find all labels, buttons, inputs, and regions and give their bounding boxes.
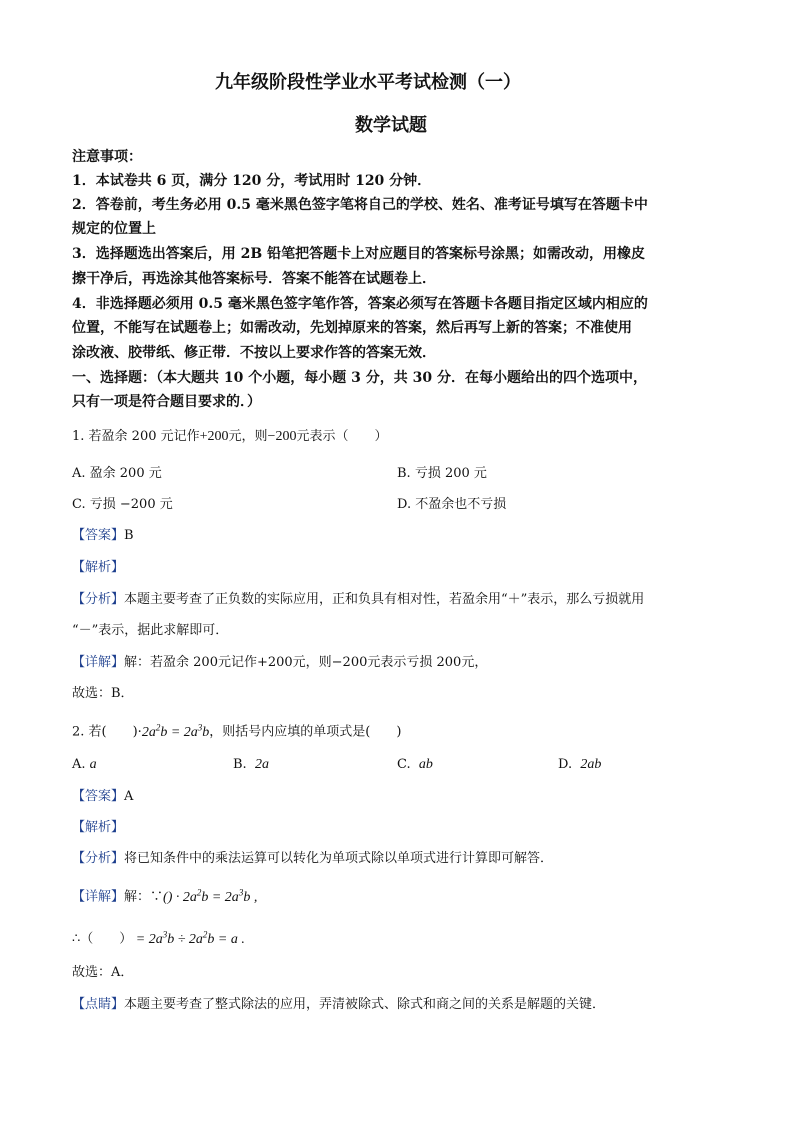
- q1-choose: 故选：B．: [72, 686, 134, 701]
- section-heading: 一、选择题：（本大题共 10 个小题，每小题 3 分，共 30 分．在每小题给出的四个选项中，: [72, 370, 647, 386]
- notice-item: 位置，不能写在试题卷上；如需改动，先划掉原来的答案，然后再写上新的答案；不准使用: [72, 320, 632, 336]
- notice-item: 3．选择题选出答案后，用 2B 铅笔把答题卡上对应题目的答案标号涂黑；如需改动，用橡皮: [72, 246, 646, 262]
- q1-plus-value: +200: [199, 429, 229, 444]
- q1-answer: [72, 529, 134, 542]
- q2-option-c: [397, 758, 433, 772]
- q2-stem-text: 2. 若( )·: [72, 724, 142, 740]
- fenxi-tag: 【分析】: [72, 592, 125, 607]
- answer-tag: 【答案】: [72, 528, 125, 543]
- detail-text: 解：若盈余 200元记作+200元，则−200元表示亏损 200元，: [124, 655, 488, 670]
- q2-dianjing: [72, 998, 605, 1011]
- page-title: 九年级阶段性学业水平考试检测（一）: [215, 72, 521, 93]
- dianjing-text: 本题主要考查了整式除法的应用，弄清被除式、除式和商之间的关系是解题的关键．: [124, 997, 606, 1012]
- q1-option-a: A. 盈余 200 元: [72, 466, 162, 481]
- q2-option-b: [233, 758, 269, 772]
- fenxi-text: 将已知条件中的乘法运算可以转化为单项式除以单项式进行计算即可解答．: [124, 851, 554, 866]
- q1-option-c: C. 亏损 −200 元: [72, 497, 173, 512]
- analysis-tag: 【解析】: [72, 820, 125, 835]
- dianjing-tag: 【点睛】: [72, 997, 125, 1012]
- question-2-stem: [72, 723, 401, 740]
- q2-detail: [72, 888, 257, 905]
- q2-fenxi: [72, 852, 553, 865]
- q1-stem-text: 元，则: [228, 429, 268, 444]
- q2-therefore: [72, 930, 245, 947]
- option-label: C.: [397, 757, 411, 772]
- answer-tag: 【答案】: [72, 789, 125, 804]
- notice-item: 4．非选择题必须用 0.5 毫米黑色签字笔作答，答案必须写在答题卡各题目指定区域内相应的: [72, 296, 648, 312]
- q2-detail-equation: () · $2a^2b = 2a^3b$ ,: [163, 887, 258, 905]
- q1-stem-text: 1. 若盈余 200 元记作: [72, 429, 200, 444]
- fenxi-text: 本题主要考查了正负数的实际应用，正和负具有相对性，若盈余用“＋”表示，那么亏损就用: [124, 592, 645, 607]
- q1-fenxi-cont: “－”表示，据此求解即可．: [72, 623, 229, 638]
- q1-option-d: D. 不盈余也不亏损: [397, 497, 507, 512]
- answer-value: B: [124, 528, 134, 543]
- notice-heading: 注意事项：: [72, 149, 142, 165]
- option-value: 2ab: [580, 757, 602, 772]
- q1-stem-text: 元表示（ ）: [296, 429, 388, 444]
- q2-equation: $2a^2b = 2a^3b$: [141, 722, 210, 740]
- fenxi-tag: 【分析】: [72, 851, 125, 866]
- notice-item: 涂改液、胶带纸、修正带．不按以上要求作答的答案无效．: [72, 345, 436, 361]
- notice-item: 擦干净后，再选涂其他答案标号．答案不能答在试题卷上．: [72, 271, 436, 287]
- q2-option-a: [72, 758, 97, 772]
- option-label: A.: [72, 757, 86, 772]
- option-label: D.: [558, 757, 573, 772]
- option-label: B.: [233, 757, 247, 772]
- answer-value: A: [124, 789, 134, 804]
- detail-text: 解：∵: [124, 889, 164, 905]
- q2-answer: [72, 790, 133, 803]
- detail-tag: 【详解】: [72, 655, 125, 670]
- q1-option-b: B. 亏损 200 元: [397, 466, 487, 481]
- option-value: a: [89, 757, 97, 772]
- therefore-text: ∴（ ）: [72, 931, 133, 947]
- q2-choose: 故选：A．: [72, 965, 134, 980]
- notice-item: 1．本试卷共 6 页，满分 120 分，考试用时 120 分钟．: [72, 173, 432, 189]
- q2-option-d: [558, 758, 601, 772]
- q1-detail: [72, 656, 487, 669]
- q2-stem-text: ，则括号内应填的单项式是( ): [209, 724, 402, 740]
- option-value: 2a: [254, 757, 269, 772]
- section-heading: 只有一项是符合题目要求的．）: [72, 394, 261, 410]
- detail-tag: 【详解】: [72, 889, 125, 905]
- page-subtitle: 数学试题: [355, 115, 427, 136]
- analysis-tag: 【解析】: [72, 560, 125, 575]
- option-value: ab: [418, 757, 433, 772]
- q2-result-equation: = $2a^3b \div 2a^2b = a$ .: [132, 929, 245, 947]
- q1-fenxi: [72, 593, 644, 606]
- question-1-stem: [72, 430, 387, 444]
- notice-item: 规定的位置上: [72, 221, 156, 237]
- notice-item: 2．答卷前，考生务必用 0.5 毫米黑色签字笔将自己的学校、姓名、准考证号填写在答题卡中: [72, 197, 648, 213]
- q1-minus-value: −200: [267, 429, 297, 444]
